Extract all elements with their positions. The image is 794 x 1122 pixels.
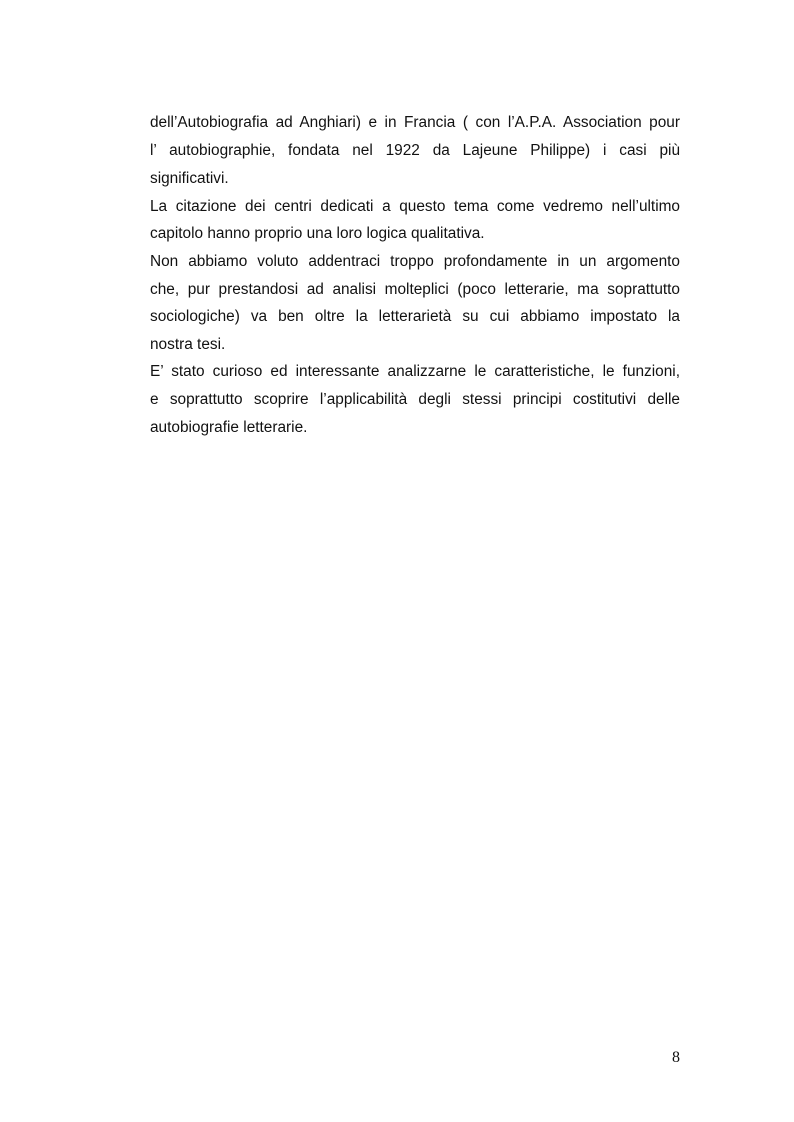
text-line: significativi.: [150, 170, 229, 187]
text-line: autobiografie letterarie.: [150, 419, 308, 436]
text-line: l’ autobiographie, fondata nel 1922 da Lajeune Philippe) i casi più: [150, 142, 680, 159]
text-line: La citazione dei centri dedicati a questo tema come vedremo nell’ultimo: [150, 198, 680, 215]
text-line: E’ stato curioso ed interessante analizzarne le caratteristiche, le funzioni,: [150, 363, 680, 380]
text-line: e soprattutto scoprire l’applicabilità degli stessi principi costitutivi delle: [150, 391, 680, 408]
text-line: che, pur prestandosi ad analisi molteplici (poco letterarie, ma soprattutto: [150, 281, 680, 298]
page-number: 8: [672, 1049, 680, 1066]
text-line: sociologiche) va ben oltre la letterarietà su cui abbiamo impostato la: [150, 308, 680, 325]
text-line: capitolo hanno proprio una loro logica qualitativa.: [150, 225, 485, 242]
text-line: Non abbiamo voluto addentraci troppo profondamente in un argomento: [150, 253, 680, 270]
text-line: dell’Autobiografia ad Anghiari) e in Francia ( con l’A.P.A. Association pour: [150, 114, 680, 131]
text-line: nostra tesi.: [150, 336, 226, 353]
